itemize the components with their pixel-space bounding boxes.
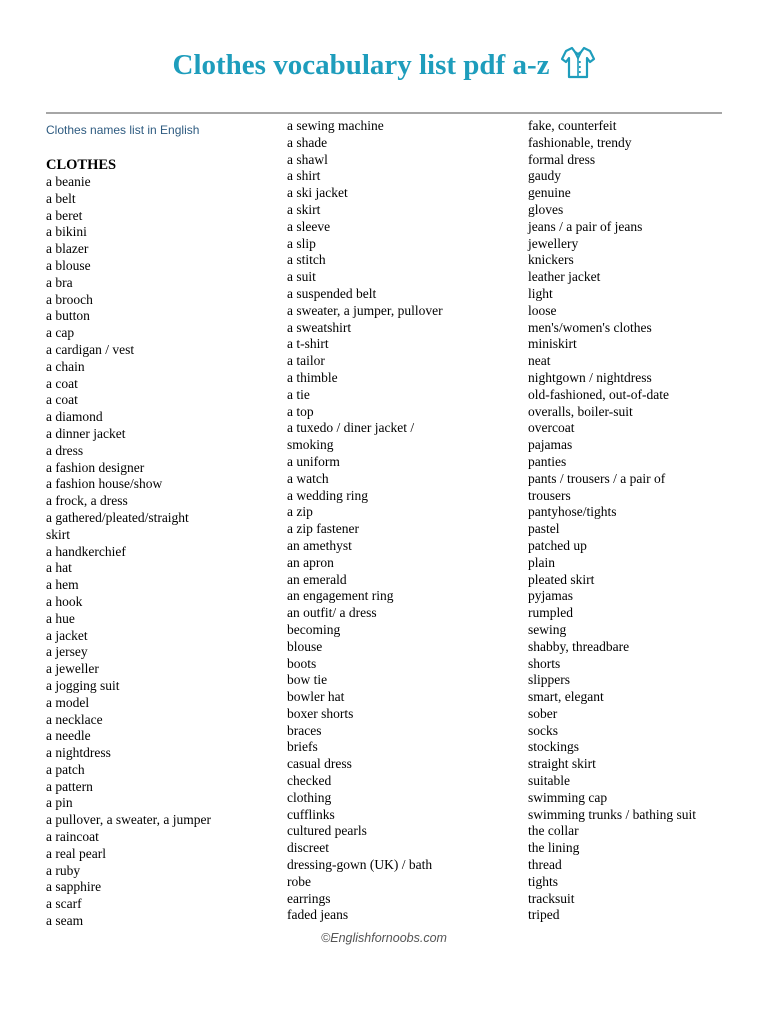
list-item: socks	[528, 722, 558, 738]
list-item: pajamas	[528, 437, 573, 453]
list-item: panties	[528, 453, 567, 469]
list-item: a patch	[46, 761, 85, 777]
list-item: a jogging suit	[46, 677, 120, 693]
list-item: a sleeve	[287, 218, 331, 234]
list-item: a beret	[46, 207, 83, 223]
list-item: faded jeans	[287, 907, 349, 923]
list-item: old-fashioned, out-of-date	[528, 386, 669, 402]
list-item: a hook	[46, 593, 83, 609]
list-item: the collar	[528, 823, 579, 839]
list-item: a suspended belt	[287, 285, 377, 301]
list-item: trousers	[528, 487, 571, 503]
list-item: jewellery	[528, 235, 579, 251]
list-item: triped	[528, 907, 560, 923]
list-item: a cardigan / vest	[46, 341, 135, 357]
list-item: briefs	[287, 739, 318, 755]
list-item: becoming	[287, 621, 341, 637]
list-item: a sweater, a jumper, pullover	[287, 302, 443, 318]
list-item: a coat	[46, 375, 78, 391]
list-item: discreet	[287, 840, 329, 856]
list-item: fake, counterfeit	[528, 118, 617, 133]
list-item: swimming cap	[528, 789, 608, 805]
list-item: a shawl	[287, 151, 328, 167]
list-item: a pullover, a sweater, a jumper	[46, 812, 211, 828]
list-item: clothing	[287, 789, 332, 805]
footer-credit: ©Englishfornoobs.com	[321, 931, 447, 945]
list-item: a brooch	[46, 291, 93, 307]
list-item: cultured pearls	[287, 823, 367, 839]
list-item: an engagement ring	[287, 588, 394, 604]
list-item: loose	[528, 302, 557, 318]
list-item: a dinner jacket	[46, 425, 126, 441]
list-item: a dress	[46, 442, 84, 458]
list-item: an amethyst	[287, 537, 352, 553]
list-item: a sweatshirt	[287, 319, 352, 335]
column-2	[287, 118, 443, 924]
list-item: a slip	[287, 235, 316, 251]
list-item: light	[528, 285, 553, 301]
list-item: a scarf	[46, 896, 82, 912]
list-item: cufflinks	[287, 806, 335, 822]
list-item: plain	[528, 554, 555, 570]
list-item: a frock, a dress	[46, 493, 128, 509]
list-item: sober	[528, 705, 558, 721]
list-item: braces	[287, 722, 322, 738]
list-item: a belt	[46, 190, 76, 206]
list-item: slippers	[528, 672, 570, 688]
section-heading: CLOTHES	[46, 157, 117, 173]
list-item: pastel	[528, 521, 560, 537]
list-item: earrings	[287, 890, 331, 906]
list-item: a uniform	[287, 453, 340, 469]
list-item: thread	[528, 857, 562, 873]
list-item: nightgown / nightdress	[528, 369, 652, 385]
list-item: jeans / a pair of jeans	[528, 218, 643, 234]
list-item: a tailor	[287, 353, 325, 369]
word-list-3	[528, 118, 696, 924]
word-list-2	[287, 118, 443, 924]
list-item: checked	[287, 773, 332, 789]
list-item: suitable	[528, 773, 570, 789]
list-item: an outfit/ a dress	[287, 605, 377, 621]
list-item: a thimble	[287, 369, 338, 385]
title-text: Clothes vocabulary list pdf a-z	[172, 49, 550, 81]
list-item: a ruby	[46, 862, 81, 878]
list-item: a hue	[46, 610, 75, 626]
list-item: a bikini	[46, 224, 87, 240]
list-item: a necklace	[46, 711, 103, 727]
list-item: a gathered/pleated/straight	[46, 509, 189, 525]
list-item: a tie	[287, 386, 310, 402]
list-item: the lining	[528, 840, 580, 856]
list-item: smart, elegant	[528, 689, 604, 705]
list-item: boxer shorts	[287, 705, 354, 721]
list-item: a zip fastener	[287, 521, 359, 537]
list-item: bow tie	[287, 672, 328, 688]
list-item: a hem	[46, 577, 79, 593]
list-item: leather jacket	[528, 269, 601, 285]
list-item: a wedding ring	[287, 487, 368, 503]
list-item: gaudy	[528, 168, 561, 184]
list-item: a fashion designer	[46, 459, 145, 475]
list-item: pleated skirt	[528, 571, 595, 587]
list-item: a watch	[287, 470, 329, 486]
list-item: a suit	[287, 269, 316, 285]
subtitle: Clothes names list in English	[46, 123, 200, 137]
list-item: pyjamas	[528, 588, 573, 604]
list-item: stockings	[528, 739, 580, 755]
list-item: pantyhose/tights	[528, 504, 617, 520]
list-item: a sewing machine	[287, 118, 384, 133]
list-item: shorts	[528, 655, 561, 671]
list-item: a shirt	[287, 168, 321, 184]
list-item: a bra	[46, 274, 73, 290]
list-item: straight skirt	[528, 756, 596, 772]
list-item: fashionable, trendy	[528, 134, 632, 150]
list-item: tights	[528, 873, 559, 889]
list-item: overalls, boiler-suit	[528, 403, 633, 419]
list-item: patched up	[528, 537, 587, 553]
list-item: a skirt	[287, 201, 321, 217]
list-item: tracksuit	[528, 890, 575, 906]
list-item: boots	[287, 655, 317, 671]
list-item: a cap	[46, 325, 75, 341]
word-list-1	[46, 174, 211, 930]
list-item: dressing-gown (UK) / bath	[287, 857, 433, 873]
title-divider	[46, 112, 722, 114]
list-item: a chain	[46, 358, 85, 374]
list-item: overcoat	[528, 420, 575, 436]
list-item: a pin	[46, 795, 73, 811]
column-3	[528, 118, 696, 924]
list-item: a blouse	[46, 257, 91, 273]
list-item: a real pearl	[46, 845, 106, 861]
list-item: pants / trousers / a pair of	[528, 470, 666, 486]
list-item: a button	[46, 308, 90, 324]
list-item: rumpled	[528, 605, 573, 621]
column-1	[46, 122, 211, 930]
list-item: a pattern	[46, 778, 93, 794]
list-item: a needle	[46, 728, 91, 744]
list-item: a jacket	[46, 627, 88, 643]
list-item: knickers	[528, 252, 574, 268]
list-item: a jersey	[46, 644, 88, 660]
list-item: a sapphire	[46, 879, 102, 895]
page-title	[0, 44, 768, 85]
list-item: a model	[46, 694, 90, 710]
list-item: shabby, threadbare	[528, 638, 630, 654]
list-item: a shade	[287, 134, 328, 150]
list-item: miniskirt	[528, 336, 577, 352]
list-item: a t-shirt	[287, 336, 329, 352]
list-item: a top	[287, 403, 314, 419]
list-item: a hat	[46, 560, 72, 576]
list-item: a zip	[287, 504, 313, 520]
list-item: an emerald	[287, 571, 347, 587]
list-item: swimming trunks / bathing suit	[528, 806, 697, 822]
list-item: genuine	[528, 185, 571, 201]
list-item: a raincoat	[46, 829, 99, 845]
list-item: a diamond	[46, 409, 103, 425]
list-item: neat	[528, 353, 551, 369]
list-item: a handkerchief	[46, 543, 126, 559]
list-item: a stitch	[287, 252, 326, 268]
list-item: smoking	[287, 437, 334, 453]
list-item: a nightdress	[46, 745, 111, 761]
list-item: a blazer	[46, 241, 89, 257]
list-item: gloves	[528, 201, 564, 217]
shirt-icon	[560, 44, 596, 80]
list-item: a coat	[46, 392, 78, 408]
list-item: blouse	[287, 638, 323, 654]
list-item: a fashion house/show	[46, 476, 163, 492]
list-item: a tuxedo / diner jacket /	[287, 420, 415, 436]
list-item: men's/women's clothes	[528, 319, 652, 335]
list-item: an apron	[287, 554, 334, 570]
list-item: a ski jacket	[287, 185, 348, 201]
list-item: sewing	[528, 621, 567, 637]
list-item: robe	[287, 873, 311, 889]
list-item: a jeweller	[46, 661, 99, 677]
list-item: skirt	[46, 526, 71, 542]
list-item: formal dress	[528, 151, 596, 167]
list-item: a beanie	[46, 174, 91, 189]
list-item: casual dress	[287, 756, 352, 772]
list-item: a seam	[46, 913, 84, 929]
list-item: bowler hat	[287, 689, 345, 705]
